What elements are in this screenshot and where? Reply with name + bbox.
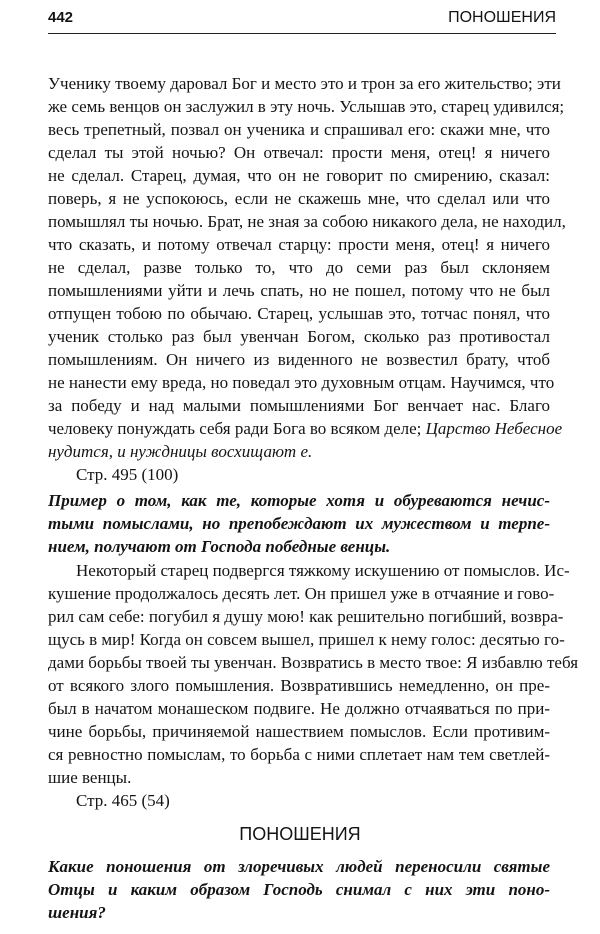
subheading-line: тыми помыслами, но препобеждают их мужеством и терпе- — [48, 514, 550, 533]
paragraph-2 — [48, 559, 579, 812]
text-line: кушение продолжалось десять лет. Он пришел уже в отчаяние и гово- — [48, 584, 555, 603]
text-line: за победу и над малыми помышлениями Бог венчает нас. Благо — [48, 396, 550, 415]
text-line: помышлениями уйти и лечь спать, но не пошел, потому что не был — [48, 281, 550, 300]
text-line: щусь в мир! Когда он совсем вышел, пришел к нему голос: десятью го- — [48, 630, 565, 649]
text-line: отпущен тобою по обычаю. Старец, услышав это, тотчас понял, что — [48, 304, 550, 323]
subheading-1 — [48, 489, 550, 558]
text-line: Некоторый старец подвергся тяжкому искушению от помыслов. Ис- — [76, 561, 570, 580]
subheading-2 — [48, 855, 550, 924]
page-reference: Стр. 465 (54) — [76, 791, 170, 810]
text-line: поверь, я не успокоюсь, если не скажешь мне, что сделал или что — [48, 189, 550, 208]
text-line: рил сам себе: погубил я душу мою! как решительно погибший, возвра- — [48, 607, 564, 626]
page-reference: Стр. 495 (100) — [76, 465, 179, 484]
text-line: что сказать, и потому отвечал старцу: прости меня, отец! я ничего — [48, 235, 550, 254]
text-line: чине борьбы, причиняемой нашествием помыслов. Если противим- — [48, 722, 550, 741]
subheading-line: шения? — [48, 903, 106, 922]
text-line: не нанести ему вреда, но поведал это духовным отцам. Научимся, что — [48, 373, 555, 392]
text-line: весь трепетный, позвал он ученика и спрашивал его: скажи мне, что — [48, 120, 550, 139]
text-line: не сделал, разве только то, что до семи раз был склоняем — [48, 258, 550, 277]
text-line: же семь венцов он заслужил в эту ночь. Услышав это, старец удивился; — [48, 97, 565, 116]
text-line: был в начатом монашеском подвиге. Не должно отчаяваться по при- — [48, 699, 550, 718]
text-regular: человеку понуждать себя ради Бога во всяком деле; — [48, 419, 426, 438]
text-line: помышлениям. Он ничего из виденного не возвестил брату, чтоб — [48, 350, 550, 369]
quote-italic-line: нудится, и нуждницы восхищают е. — [48, 442, 313, 461]
subheading-line: нием, получают от Господа победные венцы. — [48, 537, 391, 556]
subheading-line: Пример о том, как те, которые хотя и обуреваются нечис- — [48, 491, 550, 510]
text-line: ученик столько раз был увенчан Богом, сколько раз противостал — [48, 327, 550, 346]
section-title: ПОНОШЕНИЯ — [239, 824, 361, 844]
text-line: сделал ты этой ночью? Он отвечал: прости меня, отец! я ничего — [48, 143, 550, 162]
text-line — [48, 417, 563, 440]
subheading-line: Какие поношения от злоречивых людей переносили святые — [48, 857, 550, 876]
subheading-line: Отцы и каким образом Господь снимал с них эти поно- — [48, 880, 550, 899]
running-head: ПОНОШЕНИЯ — [448, 9, 556, 26]
header-rule — [48, 33, 556, 34]
paragraph-1 — [48, 72, 566, 486]
text-line: шие венцы. — [48, 768, 132, 787]
text-line: ся ревностно помыслам, то борьба с ними сплетает нам тем светлей- — [48, 745, 550, 764]
text-line: Ученику твоему даровал Бог и место это и трон за его жительство; эти — [48, 74, 561, 93]
page-number: 442 — [48, 9, 74, 26]
quote-italic: Царство Небесное — [425, 419, 563, 438]
text-line: помышлял ты ночью. Брат, не зная за собою никакого дела, не находил, — [48, 212, 566, 231]
text-line: не сделал. Старец, думая, что он не говорит по смирению, сказал: — [48, 166, 550, 185]
text-line: дами борьбы твоей ты увенчан. Возвратись в место твое: Я избавлю тебя — [48, 653, 579, 672]
text-line: от всякого злого помышления. Возвратившись немедленно, он пре- — [48, 676, 550, 695]
